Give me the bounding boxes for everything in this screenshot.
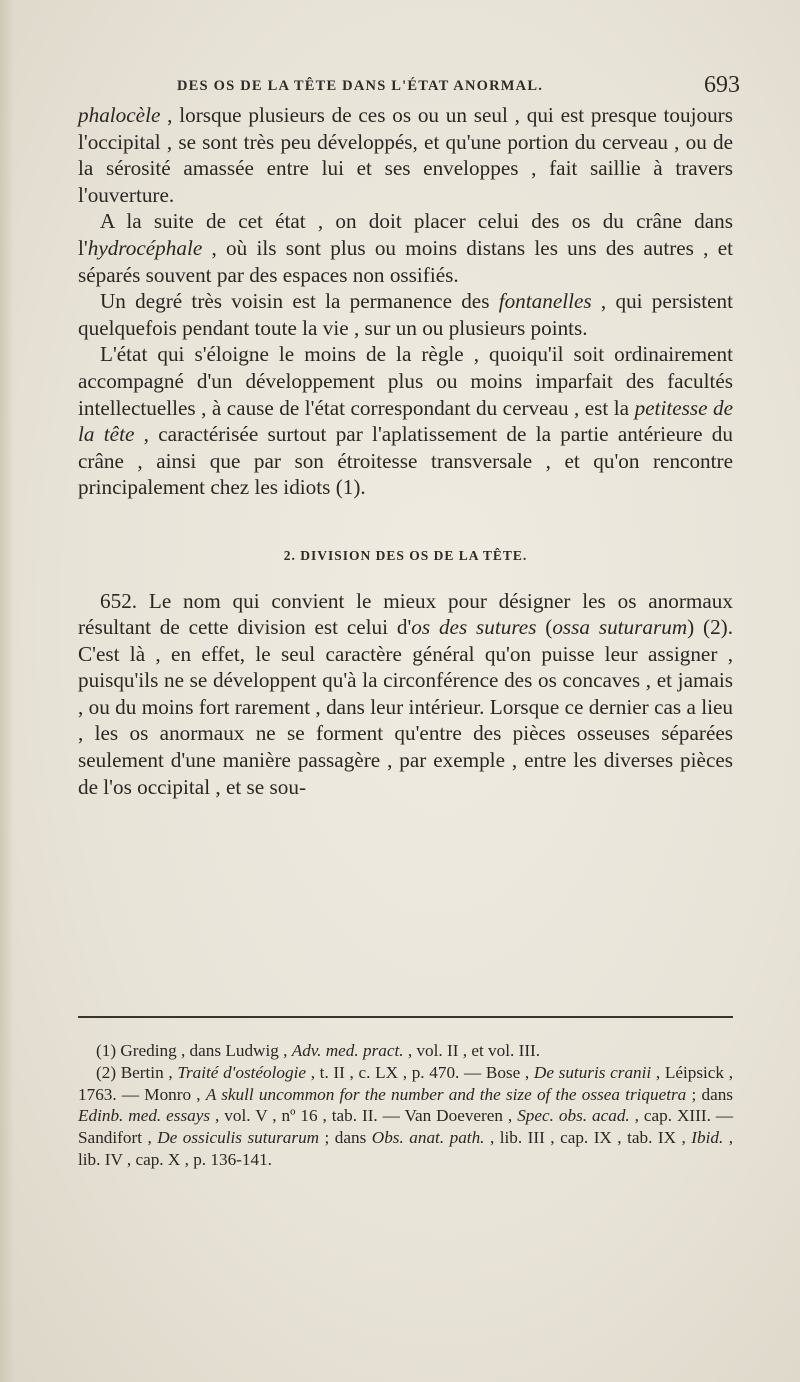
footnote-text: ; dans	[319, 1128, 372, 1148]
paragraph-text: , caractérisée surtout par l'aplatissement de la partie antérieure du crâne , ainsi que par son étroitesse transversale , et qu'on rencontre principalement chez les idiots (1).	[78, 422, 733, 500]
paragraph-4	[78, 341, 733, 501]
paragraph-text: A la suite de cet état , on doit placer celui des os du crâne dans l'	[78, 209, 733, 260]
footnote-italic: De suturis cranii	[533, 1062, 652, 1082]
footnote-text: (2) Bertin ,	[96, 1062, 178, 1082]
italic-term: ossa suturarum	[552, 615, 688, 640]
footnote-2	[78, 1062, 733, 1171]
footnote-italic: Traité d'ostéologie	[177, 1062, 307, 1082]
footnote-text: ; dans	[686, 1084, 733, 1104]
footnote-italic: Edinb. med. essays	[78, 1106, 211, 1126]
footnote-text: , t. II , c. LX , p. 470. — Bose ,	[306, 1062, 534, 1082]
paragraph-1	[78, 102, 733, 208]
paragraph-text: , qui persistent quelquefois pendant toute la vie , sur un ou plusieurs points.	[78, 289, 733, 340]
footnote-italic: Obs. anat. path.	[371, 1128, 485, 1148]
paragraph-2	[78, 208, 733, 288]
footnote-italic: Ibid.	[691, 1128, 724, 1148]
italic-term: hydrocéphale	[87, 235, 203, 260]
paragraph-text: , où ils sont plus ou moins distans les uns des autres , et séparés souvent par des espaces non ossifiés.	[78, 235, 733, 287]
footnote-italic: De ossiculis suturarum	[157, 1128, 320, 1148]
page-number: 693	[704, 72, 740, 98]
italic-term: os des sutures	[411, 615, 537, 640]
footnote-text: , vol. II , et vol. III.	[403, 1041, 541, 1060]
section-heading: 2. DIVISION DES OS DE LA TÊTE.	[283, 547, 528, 563]
paragraph-652	[78, 588, 733, 801]
footnote-italic: Spec. obs. acad.	[517, 1106, 630, 1126]
body-text	[78, 102, 733, 800]
italic-term: phalocèle	[78, 103, 161, 127]
paragraph-3	[78, 288, 733, 341]
footnote-italic: A skull uncommon for the number and the size of the ossea triquetra	[205, 1084, 687, 1104]
italic-term: petitesse de la tête	[78, 395, 733, 447]
italic-term: fontanelles	[498, 289, 592, 314]
footnotes	[78, 1040, 733, 1171]
footnote-text: , lib. IV , cap. X , p. 136-141.	[78, 1128, 734, 1169]
footnote-italic: Adv. med. pract.	[291, 1041, 404, 1060]
paragraph-text: , lorsque plusieurs de ces os ou un seul , qui est presque toujours l'occipital , se sont très peu développés, et qu'une portion du cerveau , ou de la sérosité amassée entre lui et ses enveloppes , fait saillie à travers l'ouverture.	[78, 103, 733, 207]
page-gutter-shadow	[0, 0, 14, 1382]
running-title: DES OS DE LA TÊTE DANS L'ÉTAT ANORMAL.	[177, 78, 544, 94]
footnote-text: , vol. V , nº 16 , tab. II. — Van Doeveren ,	[210, 1106, 518, 1126]
paragraph-text: L'état qui s'éloigne le moins de la règle , quoiqu'il soit ordinairement accompagné d'un développement plus ou moins imparfait des facultés intellectuelles , à cause de l'état correspondant du cerveau , est la	[78, 342, 733, 420]
paragraph-text: Un degré très voisin est la permanence des	[100, 289, 499, 314]
running-head	[82, 70, 740, 104]
footnote-text: (1) Greding , dans Ludwig ,	[96, 1041, 292, 1060]
paragraph-text: ) (2). C'est là , en effet, le seul caractère général qu'on puisse leur assigner , puisqu'ils ne se développent qu'à la circonférence des os concaves , et jamais , ou du moins fort rarement , dans leur intérieur. Lorsque ce dernier cas a lieu , les os anormaux ne se forment qu'entre des pièces osseuses séparées seulement d'une manière passagère , par exemple , entre les diverses pièces de l'os occipital , et se sou-	[78, 615, 734, 799]
footnote-rule	[78, 1016, 733, 1018]
paragraph-text: 652. Le nom qui convient le mieux pour désigner les os anormaux résultant de cette division est celui d'	[78, 588, 733, 640]
footnote-1	[78, 1040, 733, 1062]
footnote-text: , Léipsick , 1763. — Monro ,	[78, 1062, 733, 1104]
footnote-text: , cap. XIII. — Sandifort ,	[78, 1106, 734, 1148]
paragraph-text: (	[536, 615, 553, 640]
footnote-text: , lib. III , cap. IX , tab. IX ,	[484, 1128, 692, 1148]
